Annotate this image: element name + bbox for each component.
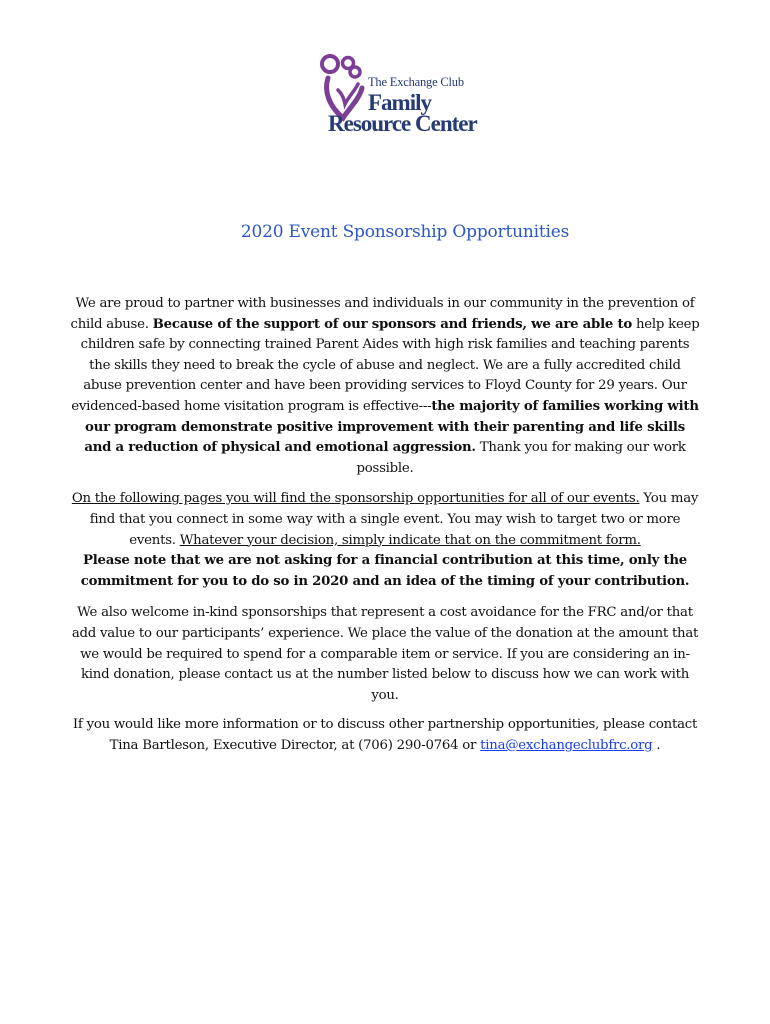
contact-email-link[interactable]: tina@exchangeclubfrc.org [480,737,653,753]
intro-text-3: Thank you for making our work possible. [356,440,686,476]
sponsorship-underline-2: Whatever your decision, simply indicate that on the commitment form. [179,532,641,548]
contact-text: If you would like more information or to discuss other partnership opportunities, please contact Tina Bartleson, Executive Director, at (706) 290-0764 or [72,717,698,753]
contact-paragraph [70,715,700,756]
logo-line-resource-center: Resource Center [328,110,477,136]
sponsorship-text-1: You may find that you connect in some way with a single event. You may wish to target two or more events. [89,491,699,548]
logo-line-exchange-club: The Exchange Club [368,75,464,89]
intro-paragraph [70,294,700,479]
page-title: 2020 Event Sponsorship Opportunities [240,222,570,242]
intro-text-2: help keep children safe by connecting trained Parent Aides with high risk families and teaching parents the skills they need to break the cycle of abuse and neglect. We are a fully accredited child abuse prevention center and have been providing services to Floyd County for 29 years. Our evidenced-based home visitation program is effective--- [71,316,700,414]
intro-text-1: We are proud to partner with businesses and individuals in our community in the prevention of child abuse. [70,296,695,332]
intro-bold-2: the majority of families working with our program demonstrate positive improvement with their parenting and life skills and a reduction of physical and emotional aggression. [84,398,699,456]
logo-wordmark [328,75,477,136]
sponsorship-bold-note: Please note that we are not asking for a financial contribution at this time, only the commitment for you to do so in 2020 and an idea of the timing of your contribution. [80,553,690,589]
sponsorship-paragraph [70,489,700,592]
logo-line-family: Family [368,89,431,115]
intro-bold-1: Because of the support of our sponsors and friends, we are able to [152,316,632,332]
sponsorship-underline-1: On the following pages you will find the sponsorship opportunities for all of our events. [71,491,640,507]
in-kind-paragraph: We also welcome in-kind sponsorships that represent a cost avoidance for the FRC and/or that add value to our participants’ experience. We place the value of the donation at the amount that we would be required to spend for a comparable item or service. If you are considering an in-kind donation, please contact us at the number listed below to discuss how we can work with you. [71,605,699,703]
document-body [70,294,700,756]
organization-logo [318,50,496,138]
contact-text-end: . [652,737,661,753]
